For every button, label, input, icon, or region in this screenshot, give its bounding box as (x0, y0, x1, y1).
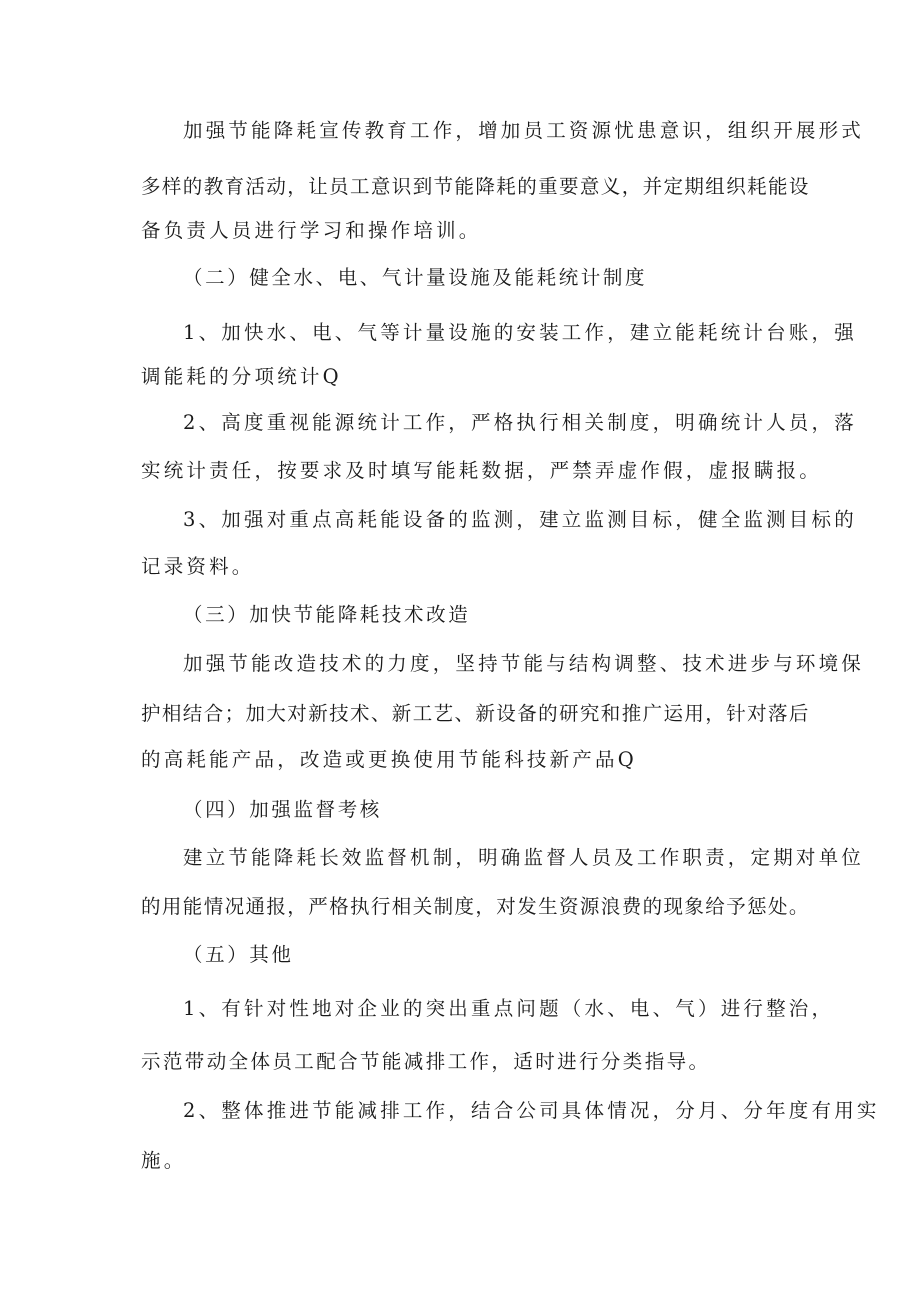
paragraph-line: 的高耗能产品，改造或更换使用节能科技新产品Q (141, 748, 637, 771)
paragraph-line: 2、整体推进节能减排工作，结合公司具体情况，分月、分年度有用实 (183, 1099, 880, 1122)
paragraph-line: 实统计责任，按要求及时填写能耗数据，严禁弄虚作假，虚报瞒报。 (141, 459, 823, 482)
paragraph-line: 的用能情况通报，严格执行相关制度，对发生资源浪费的现象给予惩处。 (141, 895, 810, 918)
paragraph-line: 加强节能降耗宣传教育工作，增加员工资源忧患意识，组织开展形式 (183, 119, 865, 142)
paragraph-line: 3、加强对重点高耗能设备的监测，建立监测目标，健全监测目标的 (183, 508, 857, 531)
section-heading-4: （四）加强监督考核 (183, 798, 382, 821)
paragraph-line: 2、高度重视能源统计工作，严格执行相关制度，明确统计人员，落 (183, 411, 857, 434)
paragraph-line: 备负责人员进行学习和操作培训。 (141, 219, 482, 242)
paragraph-line: 施。 (141, 1149, 187, 1172)
paragraph-line: 示范带动全体员工配合节能减排工作，适时进行分类指导。 (141, 1050, 711, 1073)
paragraph-line: 记录资料。 (141, 555, 255, 578)
section-heading-2: （二）健全水、电、气计量设施及能耗统计制度 (183, 266, 648, 289)
paragraph-line: 多样的教育活动，让员工意识到节能降耗的重要意义，并定期组织耗能设 (141, 175, 810, 198)
paragraph-line: 护相结合；加大对新技术、新工艺、新设备的研究和推广运用，针对落后 (141, 702, 810, 725)
section-heading-3: （三）加快节能降耗技术改造 (183, 603, 471, 626)
paragraph-line: 建立节能降耗长效监督机制，明确监督人员及工作职责，定期对单位 (183, 846, 865, 869)
section-heading-5: （五）其他 (183, 943, 294, 966)
paragraph-line: 1、有针对性地对企业的突出重点问题（水、电、气）进行整治， (183, 997, 835, 1020)
paragraph-line: 加强节能改造技术的力度，坚持节能与结构调整、技术进步与环境保 (183, 652, 865, 675)
paragraph-line: 1、加快水、电、气等计量设施的安装工作，建立能耗统计台账，强 (183, 321, 857, 344)
paragraph-line: 调能耗的分项统计Q (141, 365, 342, 388)
